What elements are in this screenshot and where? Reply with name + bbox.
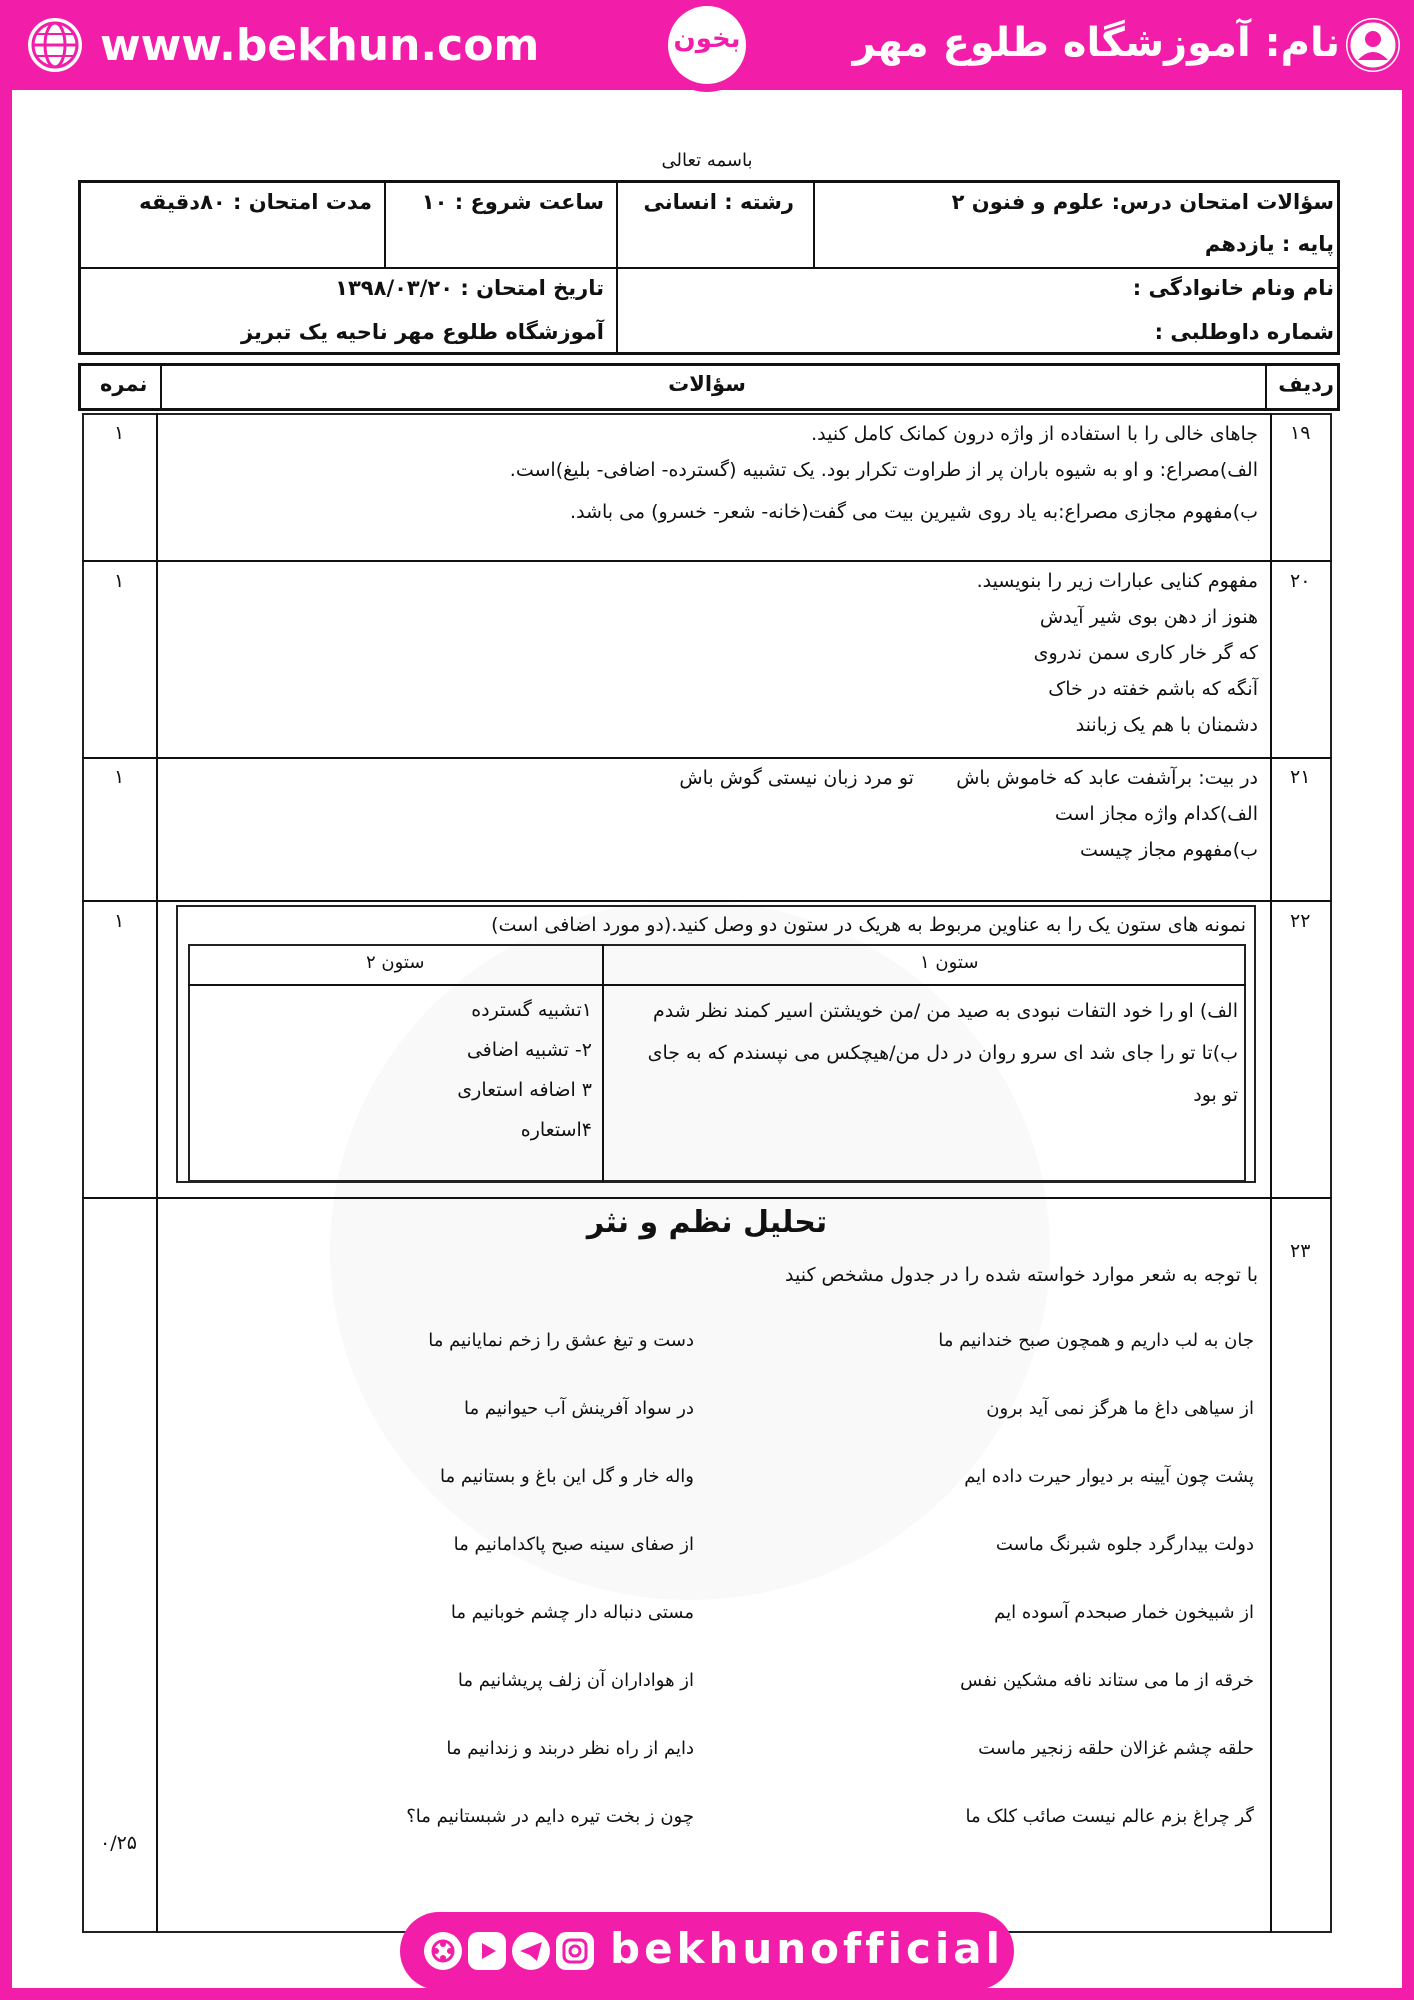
col1-item: تو بود: [1193, 1084, 1238, 1106]
q21-line: در بیت: برآشفت عابد که خاموش باش تو مرد زبان نیستی گوش باش: [679, 767, 1258, 789]
row-line: [82, 560, 1332, 562]
info-divider: [813, 180, 815, 267]
user-icon: [1346, 18, 1400, 72]
poem-verse-right: خرقه از ما می ستاند نافه مشکین نفس: [960, 1670, 1254, 1691]
row-divider: [1270, 413, 1272, 1933]
question-19: [158, 416, 1258, 530]
col2-item: ۱تشبیه گسترده: [471, 999, 592, 1021]
col-row: ردیف: [1278, 372, 1334, 396]
poem-verse-left: واله خار و گل این باغ و بستانیم ما: [440, 1466, 694, 1487]
poem-verse-right: از سیاهی داغ ما هرگز نمی آید برون: [986, 1398, 1254, 1419]
col1-item: ب)تا تو را جای شد ای سرو روان در دل من/هیچکس می نپسندم که به جای: [647, 1042, 1238, 1064]
row-line: [82, 900, 1332, 902]
poem-verse-left: از صفای سینه صبح پاکدامانیم ما: [453, 1534, 694, 1555]
col2-head: ستون ۲: [366, 952, 425, 973]
exam-title: سؤالات امتحان درس: علوم و فنون ۲: [951, 190, 1334, 214]
instagram-icon[interactable]: [556, 1932, 594, 1970]
exam-date: تاریخ امتحان : ۱۳۹۸/۰۳/۲۰: [335, 276, 604, 300]
row-line: [82, 1197, 1332, 1199]
social-bar: [400, 1912, 1014, 1990]
bismillah: باسمه تعالی: [661, 150, 753, 171]
logo-text: بخون: [673, 24, 741, 54]
q21-line: الف)کدام واژه مجاز است: [1054, 803, 1258, 825]
poem-verse-left: دست و تیغ عشق را زخم نمایانیم ما: [428, 1330, 694, 1351]
matching-col2: [252, 990, 592, 1150]
matching-col-line: [602, 944, 604, 1182]
question-number: ۲۱: [1290, 766, 1311, 788]
q19-line: جاهای خالی را با استفاده از واژه درون کمانک کامل کنید.: [811, 423, 1258, 445]
col2-item: ۲- تشبیه اضافی: [466, 1039, 592, 1061]
youtube-icon[interactable]: [468, 1932, 506, 1970]
header-title: نام: آموزشگاه طلوع مهر: [852, 20, 1340, 66]
question-score: ۰/۲۵: [100, 1832, 138, 1854]
question-score: ۱: [114, 910, 125, 932]
col-questions: سؤالات: [668, 372, 746, 396]
poem-verse-left: دایم از راه نظر دربند و زندانیم ما: [446, 1738, 694, 1759]
matching-col1: [618, 990, 1238, 1116]
poem-verse-left: مستی دنباله دار چشم خوبانیم ما: [450, 1602, 694, 1623]
field: رشته : انسانی: [643, 190, 794, 214]
grade: پایه : یازدهم: [1204, 232, 1334, 256]
aparat-icon[interactable]: [424, 1932, 462, 1970]
poem-verse-left: در سواد آفرینش آب حیوانیم ما: [464, 1398, 694, 1419]
info-divider: [78, 267, 1340, 269]
question-20: [158, 563, 1258, 743]
q21-line: ب)مفهوم مجاز چیست: [1080, 839, 1258, 861]
q23-intro: با توجه به شعر موارد خواسته شده را در جدول مشخص کنید: [785, 1264, 1258, 1286]
col1-head: ستون ۱: [920, 952, 979, 973]
telegram-icon[interactable]: [512, 1932, 550, 1970]
info-divider: [616, 180, 618, 267]
question-number: ۲۲: [1290, 910, 1311, 932]
q22-intro: نمونه های ستون یک را به عناوین مربوط به هریک در ستون دو وصل کنید.(دو مورد اضافی است): [491, 914, 1246, 936]
poem-verse-right: دولت بیدارگرد جلوه شبرنگ ماست: [995, 1534, 1254, 1555]
globe-icon: [28, 18, 82, 72]
poem-verse-right: پشت چون آیینه بر دیوار حیرت داده ایم: [964, 1466, 1254, 1487]
question-number: ۱۹: [1290, 422, 1311, 444]
info-divider: [616, 267, 618, 355]
q20-line: مفهوم کنایی عبارات زیر را بنویسید.: [976, 570, 1258, 592]
q20-line: دشمنان با هم یک زبانند: [1075, 714, 1258, 736]
question-number: ۲۰: [1290, 570, 1311, 592]
q20-line: آنگه که باشم خفته در خاک: [1048, 678, 1258, 700]
question-21: [158, 760, 1258, 868]
poem-verse-left: از هواداران آن زلف پریشانیم ما: [457, 1670, 694, 1691]
site-link[interactable]: www.bekhun.com: [100, 20, 540, 71]
logo: [668, 6, 746, 84]
col2-item: ۳ اضافه استعاری: [457, 1079, 592, 1101]
row-line: [82, 757, 1332, 759]
q20-line: که گر خار کاری سمن ندروی: [1033, 642, 1258, 664]
col-score: نمره: [100, 372, 148, 396]
question-number: ۲۳: [1290, 1240, 1311, 1262]
question-score: ۱: [114, 766, 125, 788]
poem-verse-right: جان به لب داریم و همچون صبح خندانیم ما: [938, 1330, 1254, 1351]
col1-item: الف) او را خود التفات نبودی به صید من /من خویشتن اسیر کمند نظر شدم: [652, 1000, 1238, 1022]
col2-item: ۴استعاره: [520, 1119, 592, 1141]
poem-verse-right: حلقه چشم غزالان حلقه زنجیر ماست: [978, 1738, 1254, 1759]
section-heading: تحلیل نظم و نثر: [586, 1205, 828, 1240]
info-divider: [384, 180, 386, 267]
candidate-label: شماره داوطلبی :: [1154, 320, 1334, 344]
start-time: ساعت شروع : ۱۰: [421, 190, 604, 214]
q19-line: الف)مصراع: و او به شیوه باران پر از طراوت تکرار بود. یک تشبیه (گسترده- اضافی- بلیغ)است.: [509, 459, 1258, 481]
q19-line: ب)مفهوم مجازی مصراع:به یاد روی شیرین بیت می گفت(خانه- شعر- خسرو) می باشد.: [570, 501, 1258, 523]
duration: مدت امتحان : ۸۰دقیقه: [139, 190, 372, 214]
matching-head-line: [188, 984, 1246, 986]
poem-verse-right: گر چراغ بزم عالم نیست صائب کلک ما: [965, 1806, 1254, 1827]
school-name: آموزشگاه طلوع مهر ناحیه یک تبریز: [240, 320, 604, 344]
question-score: ۱: [114, 422, 125, 444]
name-label: نام ونام خانوادگی :: [1132, 276, 1334, 300]
q20-line: هنوز از دهن بوی شیر آیدش: [1039, 606, 1258, 628]
poem-verse-left: چون ز بخت تیره دایم در شبستانیم ما؟: [406, 1806, 694, 1827]
question-score: ۱: [114, 570, 125, 592]
poem-verse-right: از شبیخون خمار صبحدم آسوده ایم: [994, 1602, 1254, 1623]
social-handle[interactable]: bekhunofficial: [610, 1924, 1005, 1973]
